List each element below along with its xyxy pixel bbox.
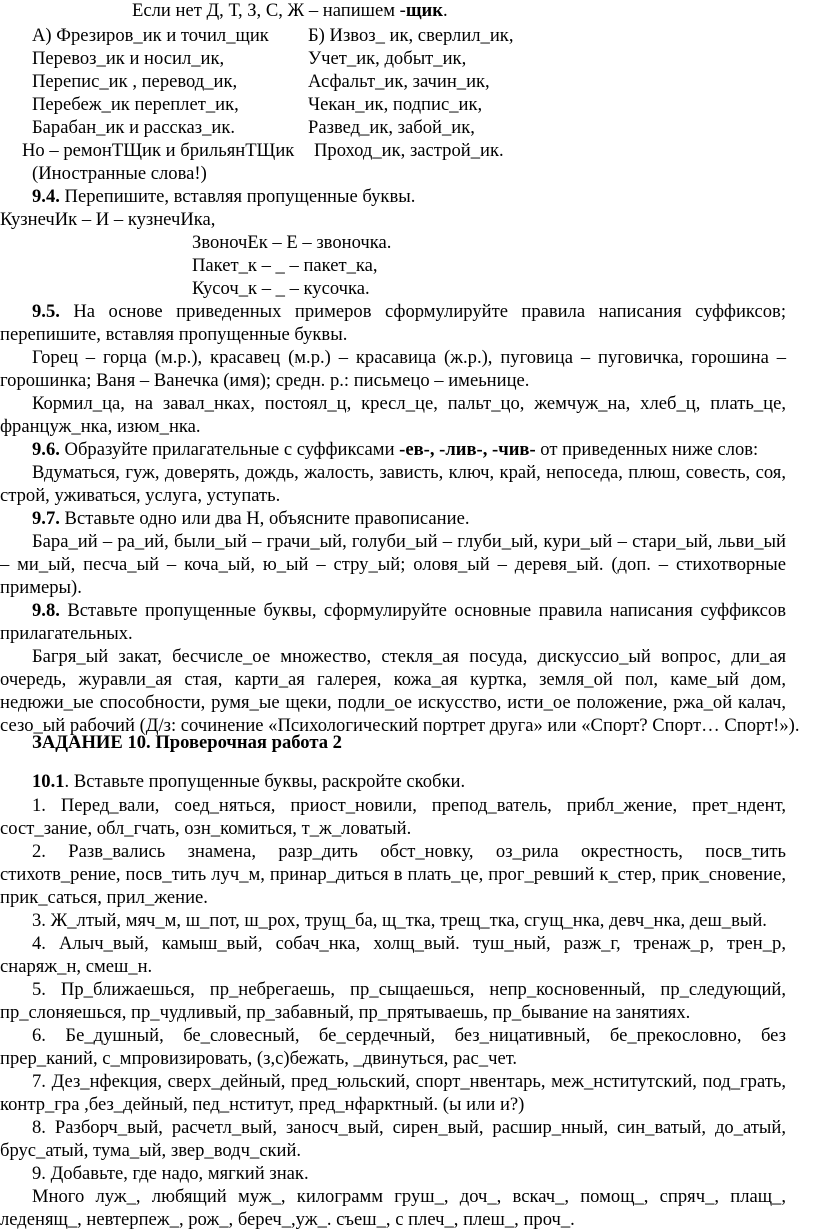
exercise-9-8-line-3: недюжи_ые способности, румя_ые щеки, подли_ое искусство, исти_ое положение, ржа_ой калач, [0,692,786,713]
exercise-9-4-line-1: КузнечИк – И – кузнечИка, [0,209,216,230]
intro-right-6: Проход_ик, застрой_ик. [314,140,504,161]
task-10-item-2-l1: 2. Разв_вались знамена, разр_дить обст_новку, оз_рила окрестность, посв_тить [32,841,786,862]
task-10-heading: ЗАДАНИЕ 10. Проверочная работа 2 [32,732,342,753]
exercise-9-5-words-2: француж_нка, изюм_нка. [0,416,201,437]
task-10-item-6-l1: 6. Бе_душный, бе_словесный, бе_сердечный, без_ницативный, бе_прекословно, без [32,1025,786,1046]
intro-left-6: Но – ремонТЩик и брильянТЩик [22,140,295,161]
intro-left-5: Барабан_ик и рассказ_ик. [32,117,236,138]
intro-left-4: Перебеж_ик переплет_ик, [32,94,239,115]
exercise-9-8-task: 9.8. Вставьте пропущенные буквы, сформулируйте основные правила написания суффиксов [32,600,786,621]
exercise-9-8-line-4: сезо_ый рабочий (Д/з: сочинение «Психологический портрет друга» или «Спорт? Спорт… Спорт!»). [0,715,800,736]
task-10-item-5-l1: 5. Пр_ближаешься, пр_небрегаешь, пр_сыщаешься, непр_косновенный, пр_следующий, [32,979,786,1000]
exercise-9-7-line-2: – ми_ый, песча_ый – коча_ый, ю_ый – стру_ый; оловя_ый – деревя_ый. (доп. – стихотворные [0,554,786,575]
task-10-item-7-l1: 7. Дез_нфекция, сверх_дейный, пред_юльский, спорт_нвентарь, меж_нститутский, под_грать, [32,1071,786,1092]
exercise-9-6-task: 9.6. Образуйте прилагательные с суффиксами -ев-, -лив-, -чив- от приведенных ниже слов: [32,439,759,460]
exercise-9-8-line-2: очередь, журавли_ая стая, карти_ая галерея, кожа_ая куртка, земля_ой пол, каме_ый дом, [0,669,786,690]
task-10-item-8-l2: брус_атый, тума_ый, звер_водч_ский. [0,1140,302,1161]
task-10-item-1-l2: сост_зание, обл_гчать, озн_комиться, т_ж_ловатый. [0,818,412,839]
task-10-last-l1: Много луж_, любящий муж_, килограмм груш_, доч_, вскач_, помощ_, спряч_, плащ_, [32,1186,786,1207]
intro-left-1: А) Фрезиров_ик и точил_щик [32,25,269,46]
exercise-10-1-task: 10.1. Вставьте пропущенные буквы, раскройте скобки. [32,771,466,792]
exercise-9-6-words-1: Вдуматься, гуж, доверять, дождь, жалость, зависть, ключ, край, непоседа, плюш, совесть, соя, [32,462,786,483]
intro-rule: Если нет Д, Т, З, С, Ж – напишем -щик. [132,0,448,21]
task-10-item-7-l2: контр_гра ,без_дейный, пед_нститут, пред_нфарктный. (ы или и?) [0,1094,525,1115]
intro-right-2: Учет_ик, добыт_ик, [308,48,467,69]
intro-right-5: Развед_ик, забой_ик, [308,117,475,138]
task-10-item-9-l1: 9. Добавьте, где надо, мягкий знак. [32,1163,309,1184]
task-10-item-2-l3: прик_саться, прил_жение. [0,887,208,908]
task-10-item-2-l2: стихотв_рение, посв_тить луч_м, принар_диться в плать_це, прог_ревший к_стер, прик_сновение, [0,864,786,885]
exercise-9-5-task: 9.5. На основе приведенных примеров сформулируйте правила написания суффиксов; [32,301,786,322]
exercise-9-7-task: 9.7. Вставьте одно или два Н, объясните правописание. [32,508,470,529]
exercise-9-5-task-cont: перепишите, вставляя пропущенные буквы. [0,324,348,345]
exercise-9-4-line-4: Кусоч_к – _ – кусочка. [192,278,370,299]
exercise-9-5-examples-2: горошинка; Ваня – Ванечка (имя); средн. р.: письмецо – имеьнице. [0,370,530,391]
exercise-9-5-words-1: Кормил_ца, на завал_нках, постоял_ц, кресл_це, пальт_цо, жемчуж_на, хлеб_ц, плать_це, [32,393,786,414]
task-10-item-4-l1: 4. Алыч_вый, камыш_вый, собач_нка, холщ_вый. туш_ный, разж_г, тренаж_р, трен_р, [32,933,786,954]
task-10-item-3-l1: 3. Ж_лтый, мяч_м, ш_пот, ш_рох, трущ_ба, щ_тка, трещ_тка, сгущ_нка, девч_нка, деш_вый. [32,910,767,931]
task-10-item-8-l1: 8. Разборч_вый, расчетл_вый, заносч_вый, сирен_вый, расшир_нный, син_ватый, до_атый, [32,1117,786,1138]
task-10-last-l2: леденящ_, невтерпеж_, рож_, береч_,уж_. съеш_, с плеч_, плеш_, проч_. [0,1209,575,1230]
exercise-9-4-line-3: Пакет_к – _ – пакет_ка, [192,255,378,276]
intro-right-4: Чекан_ик, подпис_ик, [308,94,483,115]
intro-note: (Иностранные слова!) [32,163,207,184]
intro-left-3: Перепис_ик , перевод_ик, [32,71,238,92]
intro-left-2: Перевоз_ик и носил_ик, [32,48,225,69]
task-10-item-4-l2: снаряж_н, смеш_н. [0,956,153,977]
exercise-9-7-line-1: Бара_ий – ра_ий, были_ый – грачи_ый, голуби_ый – глуби_ый, кури_ый – стари_ый, льви_ый [32,531,786,552]
task-10-item-5-l2: пр_слоняешься, пр_чудливый, пр_забавный, пр_прятываешь, пр_бывание на занятиях. [0,1002,691,1023]
exercise-9-8-task-cont: прилагательных. [0,623,133,644]
intro-right-1: Б) Извоз_ ик, сверлил_ик, [308,25,514,46]
exercise-9-8-line-1: Багря_ый закат, бесчисле_ое множество, стекля_ая посуда, дискуссио_ый вопрос, дли_ая [32,646,786,667]
exercise-9-4-task: 9.4. Перепишите, вставляя пропущенные буквы. [32,186,416,207]
task-10-item-1-l1: 1. Перед_вали, соед_няться, приост_новили, препод_ватель, прибл_жение, прет_ндент, [32,795,786,816]
exercise-9-5-examples-1: Горец – горца (м.р.), красавец (м.р.) – красавица (ж.р.), пуговица – пуговичка, горошина – [32,347,786,368]
exercise-9-6-words-2: строй, уживаться, услуга, уступать. [0,485,281,506]
exercise-9-7-line-3: примеры). [0,577,82,598]
intro-right-3: Асфальт_ик, зачин_ик, [308,71,490,92]
exercise-9-4-line-2: ЗвоночЕк – Е – звоночка. [192,232,392,253]
task-10-item-6-l2: прер_каний, с_мпровизировать, (з,с)бежать, _двинуться, рас_чет. [0,1048,518,1069]
